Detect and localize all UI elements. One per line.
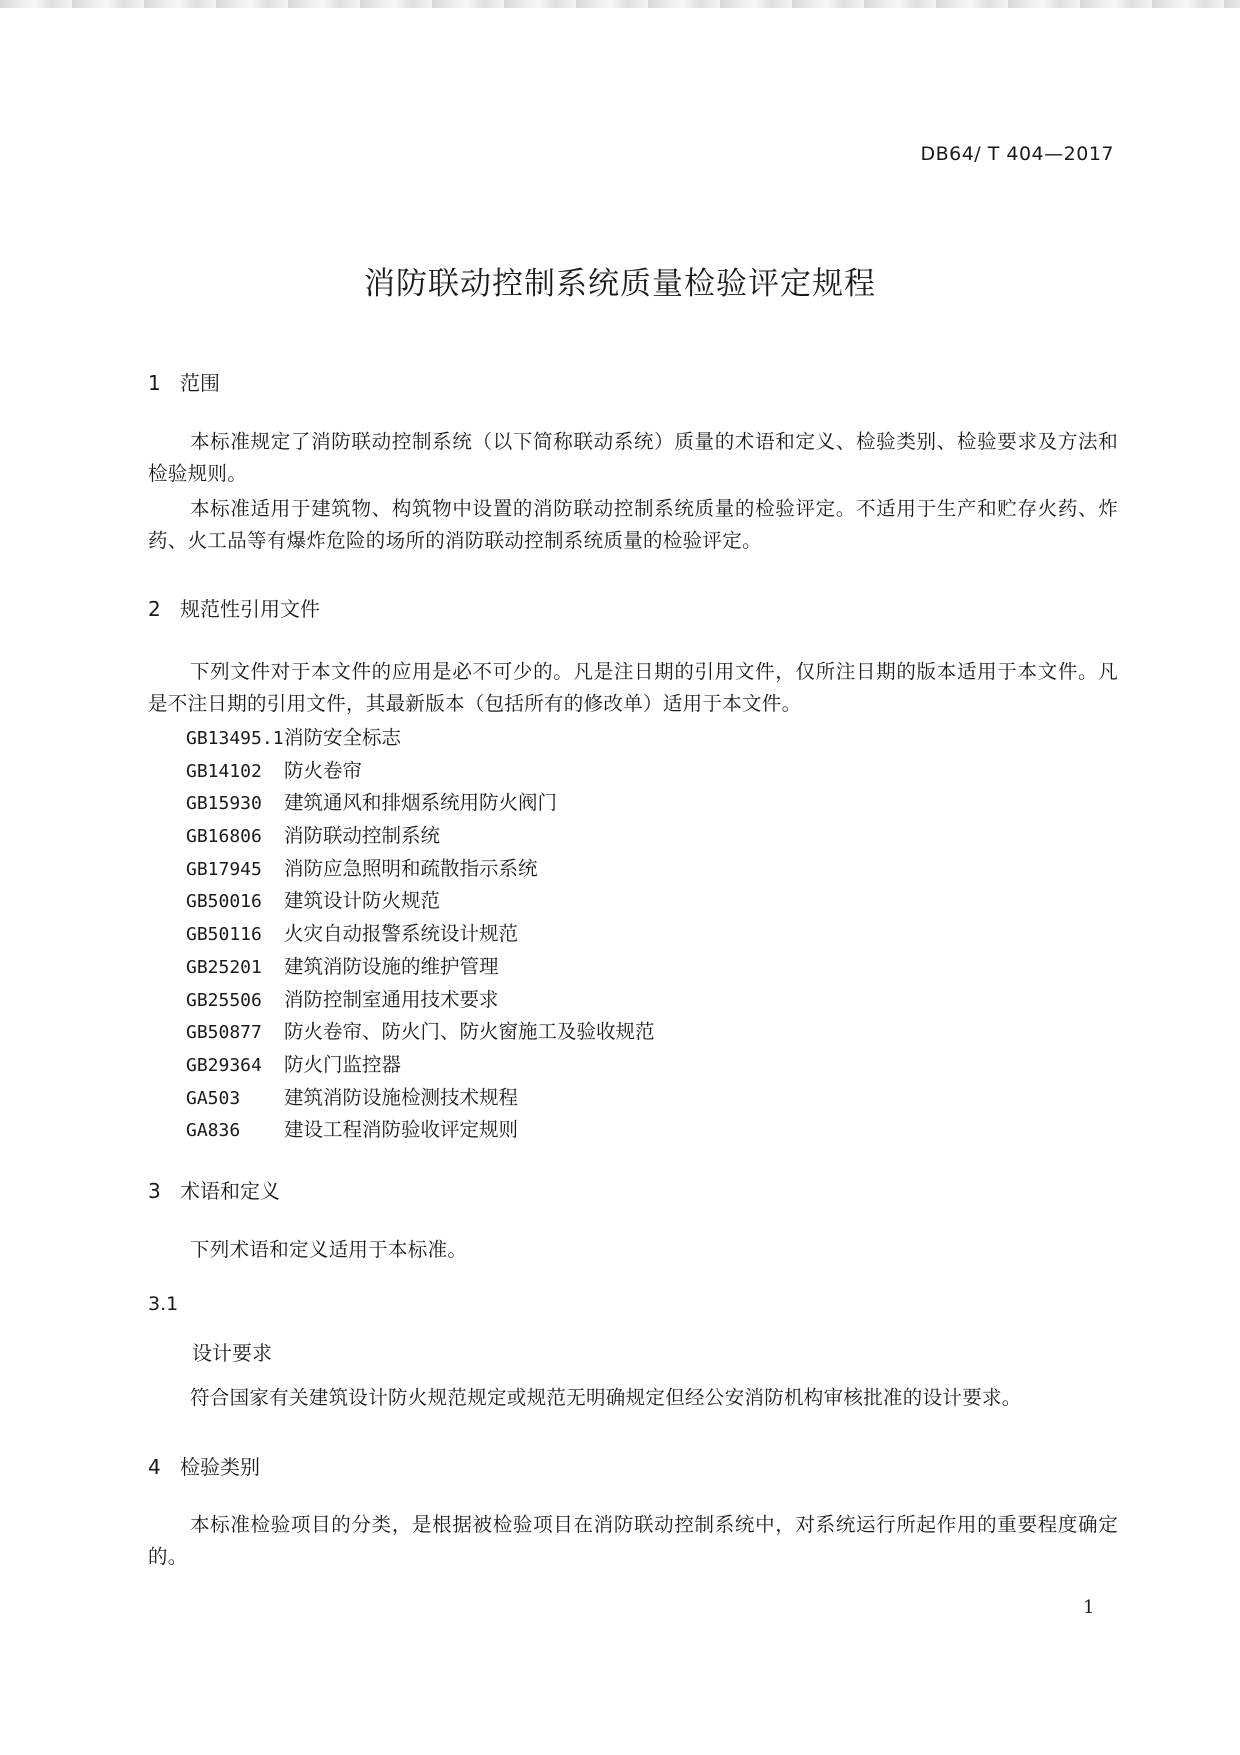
reference-name: 火灾自动报警系统设计规范 [284,922,519,946]
reference-name: 防火门监控器 [284,1052,402,1076]
reference-name: 建筑消防设施检测技术规程 [284,1085,519,1109]
reference-code: GB50116 [186,924,262,946]
document-title: 消防联动控制系统质量检验评定规程 [364,266,876,302]
term-title: 设计要求 [192,1341,272,1365]
reference-name: 建设工程消防验收评定规则 [284,1118,519,1142]
page-number: 1 [1083,1597,1095,1618]
reference-row [186,787,655,820]
reference-code: GB13495.1 [186,728,284,749]
section-4-heading [148,1451,260,1480]
term-number: 3.1 [148,1293,179,1315]
reference-name: 消防控制室通用技术要求 [284,987,499,1011]
section-1-number: 1 [148,371,161,395]
reference-code: GB50016 [186,891,262,913]
normative-reference-list [186,722,655,1147]
reference-row [186,1082,655,1115]
section-3-number: 3 [148,1179,161,1203]
section-3-heading [148,1175,280,1204]
reference-code: GB16806 [186,826,262,848]
reference-name: 防火卷帘、防火门、防火窗施工及验收规范 [284,1020,655,1044]
section-1-paragraph-2: 本标准适用于建筑物、构筑物中设置的消防联动控制系统质量的检验评定。不适用于生产和贮存火药、炸药、火工品等有爆炸危险的场所的消防联动控制系统质量的检验评定。 [148,497,1118,552]
term-definition: 符合国家有关建筑设计防火规范规定或规范无明确规定但经公安消防机构审核批准的设计要求。 [190,1386,1022,1409]
section-3-intro: 下列术语和定义适用于本标准。 [190,1238,468,1261]
reference-row [186,1114,655,1147]
reference-code: GA503 [186,1087,241,1109]
document-code: DB64/ T 404—2017 [920,143,1114,165]
section-2-heading [148,593,320,622]
reference-name: 建筑通风和排烟系统用防火阀门 [284,791,558,815]
scan-edge [0,0,1240,8]
reference-name: 消防应急照明和疏散指示系统 [284,856,538,880]
reference-name: 建筑消防设施的维护管理 [284,954,499,978]
section-4-number: 4 [148,1455,161,1479]
reference-code: GA836 [186,1120,241,1142]
reference-code: GB25201 [186,956,262,978]
reference-name: 建筑设计防火规范 [284,889,441,913]
reference-row [186,984,655,1017]
section-4-title: 检验类别 [180,1455,260,1479]
reference-row [186,918,655,951]
reference-row [186,885,655,918]
section-3-title: 术语和定义 [180,1179,280,1203]
reference-name: 防火卷帘 [284,758,363,782]
reference-code: GB50877 [186,1022,262,1044]
reference-code: GB15930 [186,793,262,815]
section-2-number: 2 [148,597,161,621]
reference-row [186,722,655,755]
reference-name: 消防联动控制系统 [284,824,441,848]
reference-row [186,853,655,886]
section-1-paragraph-1: 本标准规定了消防联动控制系统（以下简称联动系统）质量的术语和定义、检验类别、检验要求及方法和检验规则。 [148,430,1118,485]
reference-row [186,1049,655,1082]
reference-row [186,1016,655,1049]
section-4-paragraph-1: 本标准检验项目的分类，是根据被检验项目在消防联动控制系统中，对系统运行所起作用的重要程度确定的。 [148,1513,1118,1568]
reference-code: GB14102 [186,760,262,782]
section-2-title: 规范性引用文件 [180,597,320,621]
section-1-heading [148,367,220,396]
reference-code: GB17945 [186,858,262,880]
reference-name: 消防安全标志 [284,726,402,749]
section-2-intro: 下列文件对于本文件的应用是必不可少的。凡是注日期的引用文件，仅所注日期的版本适用于本文件。凡是不注日期的引用文件，其最新版本（包括所有的修改单）适用于本文件。 [148,660,1118,715]
reference-code: GB29364 [186,1054,262,1076]
reference-code: GB25506 [186,989,262,1011]
reference-row [186,755,655,788]
section-1-title: 范围 [180,371,220,395]
reference-row [186,951,655,984]
reference-row [186,820,655,853]
